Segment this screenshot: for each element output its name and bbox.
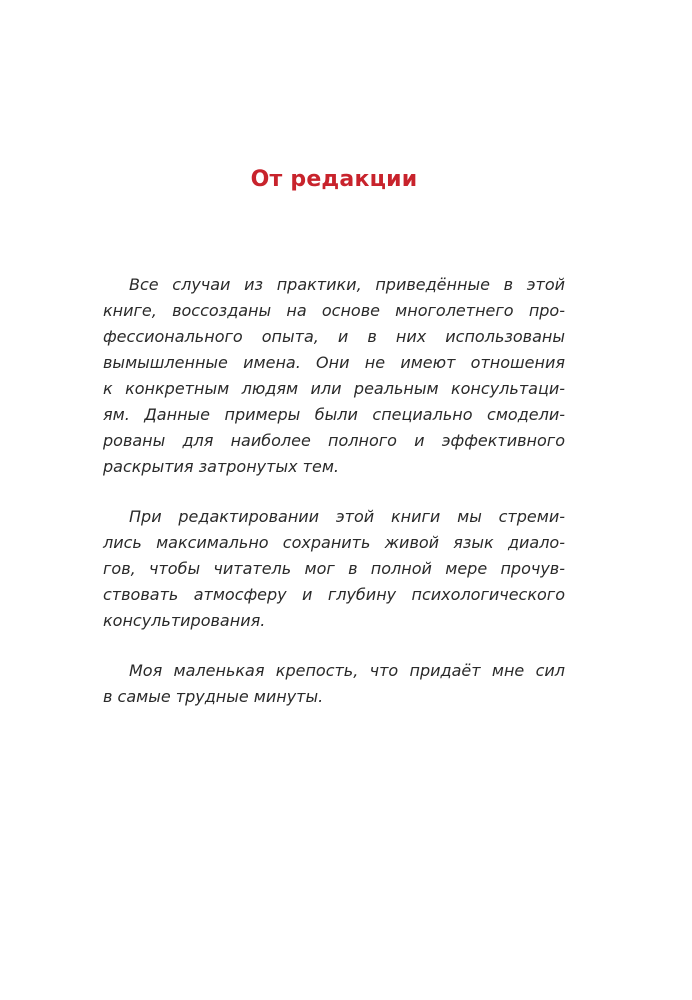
text-line: к конкретным людям или реальным консультаци-	[103, 379, 565, 398]
text-line: ям. Данные примеры были специально смодели-	[103, 405, 565, 424]
text-line: Моя маленькая крепость, что придаёт мне сил	[129, 661, 565, 680]
text-line: книге, воссозданы на основе многолетнего про-	[103, 301, 565, 320]
text-line: рованы для наиболее полного и эффективного	[103, 431, 565, 450]
text-line: консультирования.	[103, 611, 266, 630]
text-line: гов, чтобы читатель мог в полной мере прочув-	[103, 559, 565, 578]
paragraph-1	[103, 272, 565, 480]
text-line: раскрытия затронутых тем.	[103, 457, 339, 476]
paragraph-3	[103, 658, 565, 710]
page-title: От редакции	[250, 166, 418, 192]
paragraph-2	[103, 504, 565, 634]
text-line: лись максимально сохранить живой язык диало-	[103, 533, 565, 552]
text-line: в самые трудные минуты.	[103, 687, 324, 706]
text-line: фессионального опыта, и в них использованы	[103, 327, 565, 346]
page-body	[103, 272, 565, 734]
text-line: Все случаи из практики, приведённые в этой	[129, 275, 565, 294]
text-line: При редактировании этой книги мы стреми-	[129, 507, 565, 526]
text-line: ствовать атмосферу и глубину психологического	[103, 585, 565, 604]
text-line: вымышленные имена. Они не имеют отношения	[103, 353, 565, 372]
